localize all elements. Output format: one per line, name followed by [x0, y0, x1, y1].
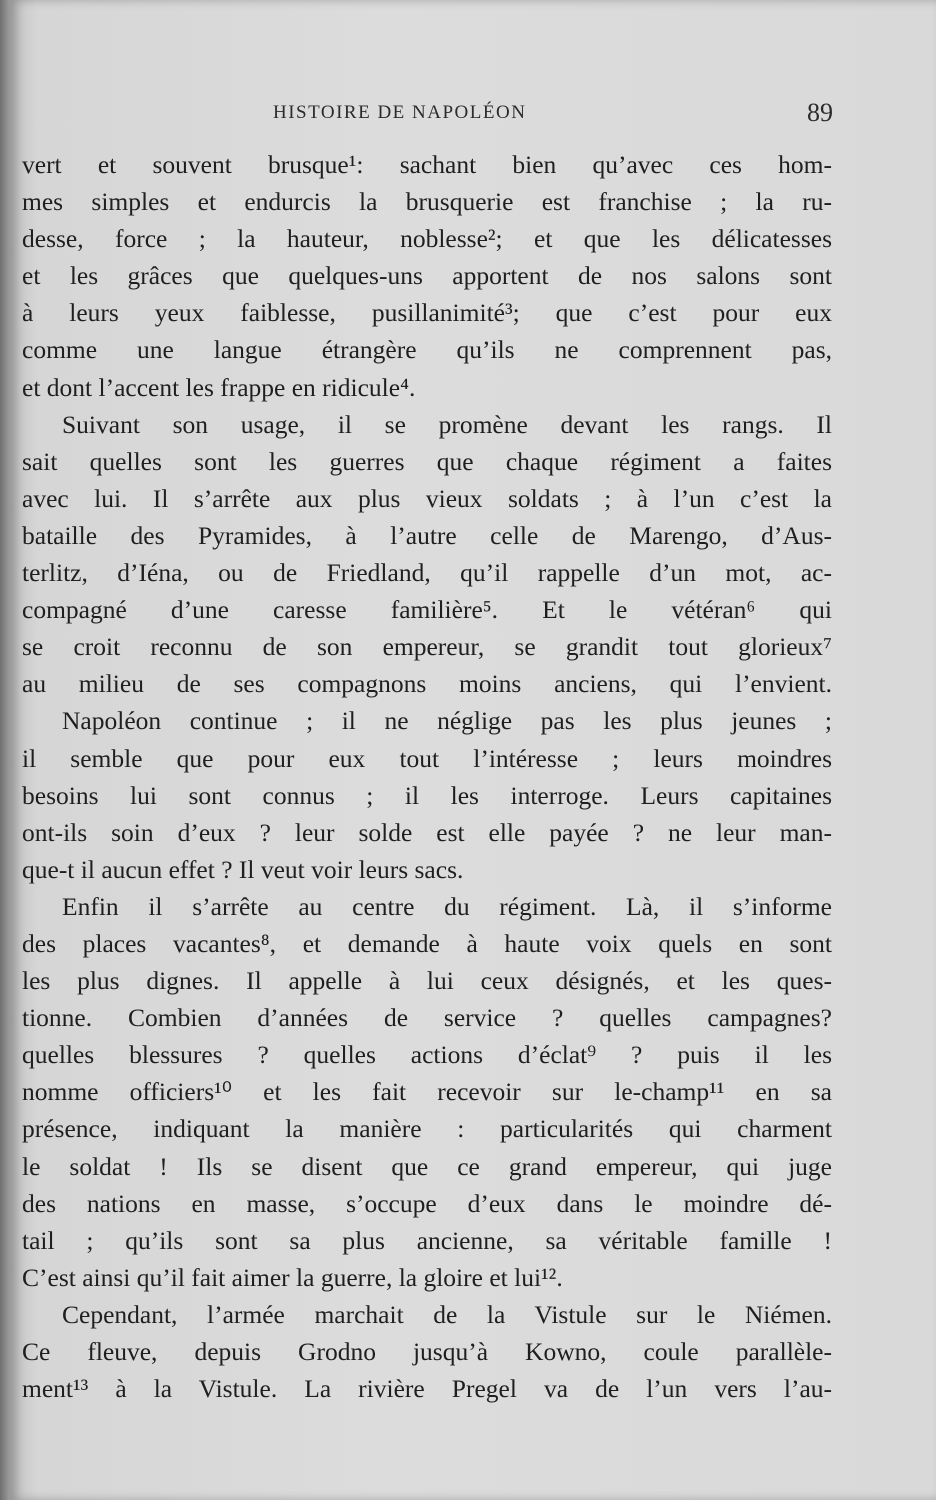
text-line: Ce fleuve, depuis Grodno jusqu’à Kowno, coule parallèle- — [22, 1337, 832, 1366]
text-line: que-t il aucun effet ? Il veut voir leurs sacs. — [22, 854, 464, 884]
text-line: et dont l’accent les frappe en ridicule⁴. — [22, 372, 416, 402]
text-line: il semble que pour eux tout l’intéresse ; leurs moindres — [22, 743, 832, 773]
text-line: C’est ainsi qu’il fait aimer la guerre, la gloire et lui¹². — [22, 1262, 563, 1292]
text-line: desse, force ; la hauteur, noblesse²; et que les délicatesses — [22, 224, 832, 254]
text-line: bataille des Pyramides, à l’autre celle de Marengo, d’Aus- — [22, 520, 832, 550]
text-line: des places vacantes⁸, et demande à haute voix quels en sont — [22, 928, 832, 958]
text-line: nomme officiers¹⁰ et les fait recevoir sur le-champ¹¹ en sa — [22, 1077, 832, 1107]
text-line: au milieu de ses compagnons moins anciens, qui l’envient. — [22, 669, 832, 699]
text-line: besoins lui sont connus ; il les interroge. Leurs capitaines — [22, 780, 832, 810]
text-line: mes simples et endurcis la brusquerie est franchise ; la ru- — [22, 187, 832, 217]
running-title: HISTOIRE DE NAPOLÉON — [273, 102, 527, 123]
text-line: compagné d’une caresse familière⁵. Et le vétéran⁶ qui — [22, 595, 832, 625]
paragraph-first-line: Suivant son usage, il se promène devant les rangs. Il — [62, 409, 832, 439]
paragraph-first-line: Napoléon continue ; il ne néglige pas les plus jeunes ; — [62, 706, 832, 736]
text-line: les plus dignes. Il appelle à lui ceux désignés, et les ques- — [22, 966, 832, 996]
paragraph-first-line: Cependant, l’armée marchait de la Vistule sur le Niémen. — [62, 1299, 832, 1329]
text-line: quelles blessures ? quelles actions d’éclat⁹ ? puis il les — [22, 1040, 832, 1070]
text-line: et les grâces que quelques-uns apportent de nos salons sont — [22, 261, 832, 291]
text-line: vert et souvent brusque¹: sachant bien qu’avec ces hom- — [22, 150, 832, 179]
text-line: présence, indiquant la manière : particularités qui charment — [22, 1114, 832, 1144]
text-line: comme une langue étrangère qu’ils ne comprennent pas, — [22, 335, 832, 365]
paragraph-first-line: Enfin il s’arrête au centre du régiment. Là, il s’informe — [62, 891, 832, 921]
text-line: avec lui. Il s’arrête aux plus vieux soldats ; à l’un c’est la — [22, 483, 832, 513]
text-line: ont-ils soin d’eux ? leur solde est elle payée ? ne leur man- — [22, 817, 832, 847]
text-line: tail ; qu’ils sont sa plus ancienne, sa véritable famille ! — [22, 1225, 832, 1255]
body-text — [22, 146, 832, 1407]
text-line: ment¹³ à la Vistule. La rivière Pregel va de l’un vers l’au- — [22, 1374, 832, 1404]
text-line: à leurs yeux faiblesse, pusillanimité³; que c’est pour eux — [22, 298, 832, 328]
text-line: terlitz, d’Iéna, ou de Friedland, qu’il rappelle d’un mot, ac- — [22, 558, 832, 588]
running-header — [10, 98, 936, 134]
text-line: se croit reconnu de son empereur, se grandit tout glorieux⁷ — [22, 632, 832, 662]
page-number: 89 — [807, 98, 833, 127]
text-line: des nations en masse, s’occupe d’eux dans le moindre dé- — [22, 1188, 832, 1218]
text-line: sait quelles sont les guerres que chaque régiment a faites — [22, 446, 832, 476]
text-line: tionne. Combien d’années de service ? quelles campagnes? — [22, 1003, 832, 1033]
page-binding-edge — [0, 0, 10, 1500]
text-line: le soldat ! Ils se disent que ce grand empereur, qui juge — [22, 1151, 832, 1181]
